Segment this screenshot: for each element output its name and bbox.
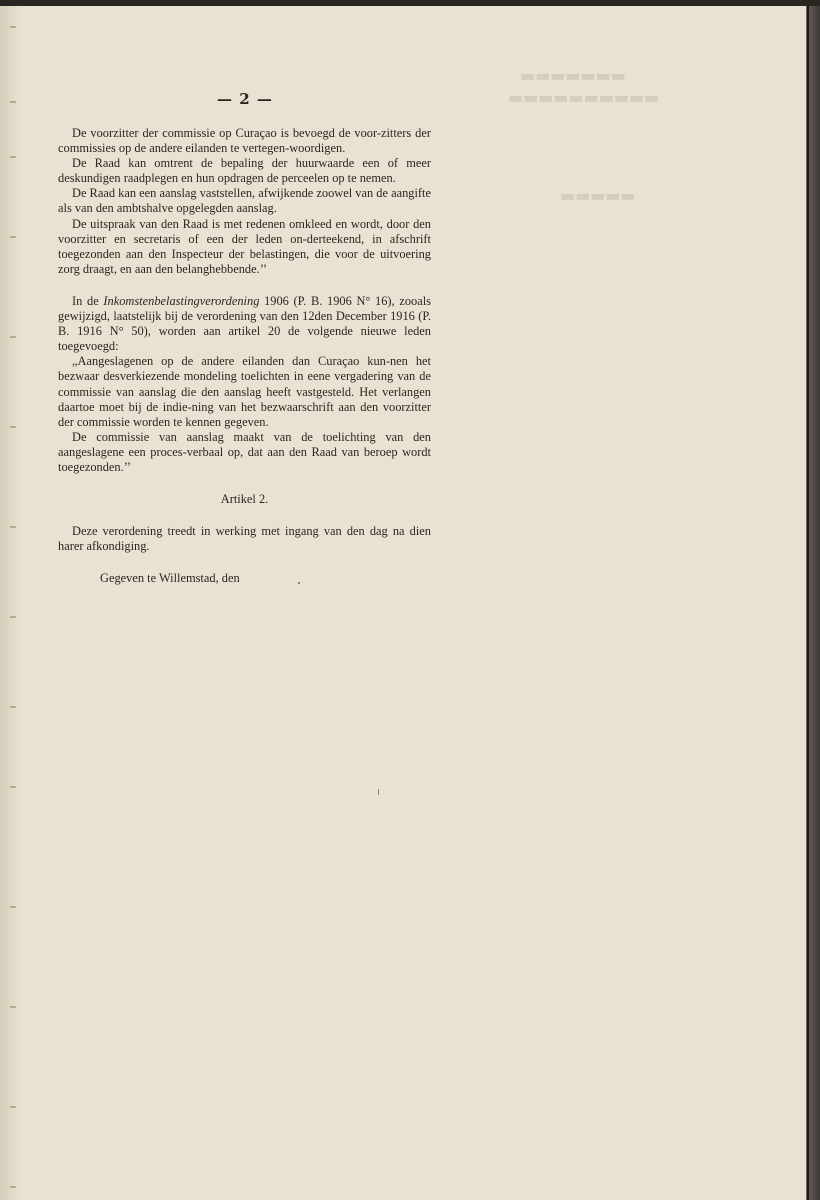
show-through-text: ▬▬▬▬▬▬▬: [520, 66, 626, 85]
frame-edge: [807, 6, 809, 1200]
new-member-paragraph: De commissie van aanslag maakt van de toelichting van den aangeslagene een proces-verbaal op, dat aan den Raad van beroep wordt toegezonden.’’: [58, 429, 431, 474]
ink-speck: [378, 789, 379, 795]
paragraph: De Raad kan een aanslag vaststellen, afwijkende zoowel van de aangifte als van den ambtshalve opgelegden aanslag.: [58, 186, 431, 216]
paragraph: De uitspraak van den Raad is met redenen omkleed en wordt, door den voorzitter en secretaris of een der leden on-derteekend, in afschrift toegezonden aan den Inspecteur der belastingen, die voor de uitvoering zorg draagt, en aan den belanghebbende.’’: [58, 216, 431, 276]
closing-line: Gegeven te Willemstad, den: [100, 571, 240, 586]
intro-suffix: 1906 (P. B. 1906 N° 16), zooals gewijzigd, laatstelijk bij de verordening van den 12den December 1916 (P. B. 1916 N° 50), worden aan artikel 20 de volgende nieuwe leden toegevoegd:: [58, 293, 431, 354]
ink-speck: [298, 582, 300, 584]
binding-spine: [0, 6, 22, 1200]
article-heading: Artikel 2.: [220, 492, 269, 507]
show-through-text: ▬▬▬▬▬: [560, 186, 636, 205]
paragraph: De Raad kan omtrent de bepaling der huurwaarde een of meer deskundigen raadplegen en hun opdragen de perceelen op te nemen.: [58, 156, 431, 186]
document-page: [0, 6, 806, 1200]
ordinance-intro: [58, 294, 431, 354]
body-text: [58, 126, 431, 586]
new-member-paragraph: „Aangeslagenen op de andere eilanden dan Curaçao kun-nen het bezwaar desverkiezende mondeling toelichten in eene vergadering van de commissie van aanslag die den aanslag heeft vastgesteld. Het verlangen daartoe moet bij de indie-ning van het bezwaarschrift aan den voorzitter der commissie worden te kennen gegeven.: [58, 354, 431, 429]
article-text: Deze verordening treedt in werking met ingang van den dag na dien harer afkondiging.: [58, 524, 431, 554]
show-through-text: ▬▬▬▬▬▬▬▬▬▬: [508, 88, 660, 107]
page-number: — 2 —: [217, 90, 273, 108]
intro-prefix: In de: [72, 293, 104, 308]
paragraph: De voorzitter der commissie op Curaçao is bevoegd de voor-zitters der commissies op de andere eilanden te vertegen-woordigen.: [58, 126, 431, 156]
ordinance-title: Inkomstenbelastingverordening: [103, 293, 260, 308]
